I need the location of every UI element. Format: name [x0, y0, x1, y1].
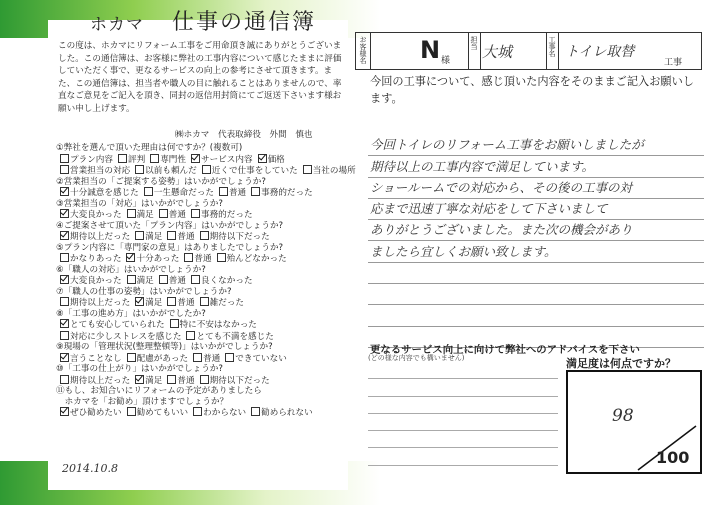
option-label: 普通 [203, 353, 221, 364]
option-item[interactable] [60, 209, 122, 221]
option-item[interactable] [118, 154, 145, 166]
option-item[interactable] [200, 375, 270, 387]
option-label: 以前も頼んだ [145, 166, 197, 176]
option-label: 普通 [177, 375, 195, 386]
question-label: ②営業担当の「ご提案する姿勢」はいかがでしょうか? [56, 176, 266, 187]
option-item[interactable] [60, 253, 121, 265]
comment-line [368, 263, 704, 284]
option-label: 営業担当の対応 [70, 166, 131, 176]
kouji-name: トイレ取替 [565, 44, 635, 60]
option-item[interactable] [159, 275, 186, 287]
signature-line: ㈱ホカマ 代表取締役 外間 慎也 [175, 130, 313, 140]
handwritten-comment: ショールームでの対応から、その後の工事の対 [370, 179, 633, 195]
option-item[interactable] [60, 353, 122, 365]
option-item[interactable] [60, 231, 130, 243]
checked-checkbox[interactable] [258, 154, 267, 163]
option-label: 十分誠意を感じた [70, 188, 139, 198]
comment-prompt: 今回の工事について、感じ頂いた内容をそのままご記入お願いします。 [370, 75, 694, 105]
checked-checkbox[interactable] [191, 154, 200, 163]
option-label: 勧めてもいい [136, 408, 189, 418]
option-item[interactable] [144, 187, 214, 199]
option-label: 普通 [177, 298, 195, 308]
kouji-label: 工事名 [548, 36, 556, 57]
option-item[interactable] [191, 275, 253, 287]
option-item[interactable] [60, 375, 130, 387]
comment-line [368, 199, 704, 220]
option-label: 期待以上だった [70, 375, 131, 386]
option-row [60, 209, 356, 221]
customer-name-label: お客様名 [359, 36, 367, 64]
option-label: 特に不安はなかった [179, 320, 257, 330]
checkbox[interactable] [251, 187, 260, 196]
checkbox[interactable] [193, 353, 202, 362]
checkbox[interactable] [135, 231, 144, 240]
option-label: 事務的だった [200, 210, 253, 220]
checkbox[interactable] [219, 187, 228, 196]
comment-line [368, 220, 704, 241]
checkbox[interactable] [60, 297, 69, 306]
option-row [60, 275, 356, 287]
tanto-label: 担当 [470, 36, 478, 50]
option-item[interactable] [200, 231, 270, 243]
option-item[interactable] [60, 407, 122, 419]
option-item[interactable] [159, 209, 186, 221]
option-label: 期待以上だった [70, 232, 131, 242]
checkbox[interactable] [170, 319, 179, 328]
option-row [60, 154, 356, 166]
option-label: できていない [235, 353, 287, 364]
option-item[interactable] [200, 297, 244, 309]
checked-checkbox[interactable] [60, 319, 69, 328]
advice-line [368, 414, 558, 431]
option-label: サービス内容 [200, 154, 253, 165]
question-label: ⑧「工事の進め方」はいかがでしたか? [56, 308, 206, 319]
option-label: 雑だった [209, 298, 244, 308]
intro-text: この度は、ホカマにリフォーム工事をご用命頂き誠にありがとうございました。この通信簿は、お客様に弊社の工事内容について感じたままに評価していただく事で、更なるサービスの向上の参考にさせて頂きます。また、この通信簿は、担当者や職人の目に触れることはありませんので、率直なご意見をご記入を頂き、同封の返信用封筒にてご返送下さいます様お願い申し上げます。 [58, 41, 342, 114]
question-label: ③営業担当の「対応」はいかがでしょうか? [56, 198, 223, 209]
checkbox[interactable] [217, 253, 226, 262]
option-item[interactable] [167, 375, 194, 387]
option-row [60, 297, 356, 309]
brand-name: ホカマ [90, 15, 144, 35]
page-title: 仕事の通信簿 [172, 10, 317, 35]
option-label: かなりあった [70, 254, 122, 264]
option-item[interactable] [60, 319, 165, 331]
handwritten-comment: 期待以上の工事内容で満足しています。 [370, 158, 595, 174]
option-label: とても安心していられた [70, 320, 165, 330]
question-label: ①弊社を選んで頂いた理由は何ですか？(複数可) [56, 143, 243, 153]
satisfaction-max: 100 [656, 448, 690, 467]
option-item[interactable] [127, 353, 188, 365]
checkbox[interactable] [159, 275, 168, 284]
option-item[interactable] [135, 297, 162, 309]
option-label: 当社の場所 [312, 166, 356, 176]
comment-line [368, 135, 704, 156]
handwritten-date: 2014.10.8 [62, 462, 118, 475]
handwritten-comment: ましたら宜しくお願い致します。 [370, 243, 557, 259]
option-label: 普通 [177, 232, 195, 242]
checkbox[interactable] [200, 375, 209, 384]
checked-checkbox[interactable] [60, 407, 69, 416]
checkbox[interactable] [60, 375, 69, 384]
question-label: ⑩「工事の仕上がり」はいかがでしょうか? [56, 364, 223, 374]
option-label: 普通 [168, 276, 186, 286]
option-item[interactable] [184, 253, 211, 265]
checkbox[interactable] [167, 375, 176, 384]
option-item[interactable] [193, 353, 220, 365]
checkbox[interactable] [184, 253, 193, 262]
option-item[interactable] [193, 407, 246, 419]
advice-title: 更なるサービス向上に向けて弊社へのアドバイスを下さい [370, 344, 640, 356]
advice-lines [368, 362, 558, 466]
option-label: 良くなかった [200, 276, 253, 286]
option-label: 満足 [136, 276, 154, 286]
question-sublabel: ホカマを「お勧め」頂けますでしょうか？ [56, 396, 229, 407]
option-label: 近くで仕事をしていた [211, 166, 298, 176]
advice-note: (どの様な内容でも構いません) [368, 354, 465, 362]
satisfaction-score: 98 [612, 406, 634, 426]
checkbox[interactable] [127, 209, 136, 218]
question-label: ⑨現場の「管理状況(整理整頓等)」はいかがでしょうか? [56, 342, 273, 352]
checked-checkbox[interactable] [135, 297, 144, 306]
handwritten-comment: 応まで迅速丁寧な対応をして下さいまして [370, 201, 608, 217]
checked-checkbox[interactable] [60, 353, 69, 362]
option-label: 配慮があった [136, 353, 189, 364]
option-item[interactable] [135, 165, 197, 177]
option-item[interactable] [251, 407, 313, 419]
tanto-name: 大城 [482, 43, 513, 61]
checkbox[interactable] [159, 209, 168, 218]
option-item[interactable] [135, 231, 162, 243]
checkbox[interactable] [60, 165, 69, 174]
option-label: 満足 [145, 298, 163, 308]
option-label: 専門性 [160, 154, 186, 165]
option-label: わからない [203, 408, 247, 418]
checkbox[interactable] [118, 154, 127, 163]
option-item[interactable] [60, 187, 139, 199]
option-item[interactable] [60, 165, 130, 177]
checkbox[interactable] [144, 187, 153, 196]
checkbox[interactable] [127, 353, 136, 362]
customer-honorific: 様 [441, 56, 451, 66]
option-label: 事務的だった [261, 188, 313, 198]
option-item[interactable] [60, 275, 122, 287]
option-item[interactable] [127, 209, 154, 221]
checkbox[interactable] [167, 297, 176, 306]
handwritten-comment: ありがとうございました。また次の機会があり [370, 222, 633, 238]
option-label: とても不満を感じた [196, 331, 274, 342]
option-row [60, 319, 356, 331]
advice-line [368, 397, 558, 414]
checkbox[interactable] [251, 407, 260, 416]
checkbox[interactable] [186, 331, 195, 340]
option-row [60, 375, 356, 387]
option-row [60, 187, 356, 199]
comment-line [368, 178, 704, 199]
checkbox[interactable] [150, 154, 159, 163]
customer-name: N [420, 36, 441, 64]
option-row [60, 253, 356, 265]
option-label: 価格 [267, 154, 285, 165]
option-label: 殆んどなかった [226, 254, 287, 264]
checkbox[interactable] [167, 231, 176, 240]
question-label: ⑤プラン内容に「専門家の意見」はありましたでしょうか? [56, 242, 284, 253]
checkbox[interactable] [135, 165, 144, 174]
advice-line [368, 448, 558, 465]
checkbox[interactable] [127, 407, 136, 416]
option-row [60, 231, 356, 243]
checkbox[interactable] [200, 231, 209, 240]
option-item[interactable] [251, 187, 313, 199]
option-item[interactable] [170, 319, 257, 331]
option-label: プラン内容 [70, 154, 113, 165]
checked-checkbox[interactable] [60, 209, 69, 218]
option-item[interactable] [202, 165, 298, 177]
checkbox[interactable] [200, 297, 209, 306]
checked-checkbox[interactable] [135, 375, 144, 384]
questionnaire [56, 143, 356, 419]
satisfaction-label: 満足度は何点ですか？ [566, 357, 676, 370]
option-label: 大変良かった [70, 276, 122, 286]
option-label: 普通 [194, 254, 212, 264]
option-item[interactable] [126, 253, 179, 265]
checked-checkbox[interactable] [60, 187, 69, 196]
question-label: ⑦「職人の仕事の姿勢」はいかがでしょうか? [56, 286, 232, 297]
comment-line [368, 156, 704, 177]
customer-info-table [355, 32, 702, 70]
option-label: 普通 [168, 210, 186, 220]
option-item[interactable] [191, 209, 253, 221]
question-label: ⑪もし、お知合いにリフォームの予定がありましたら [56, 386, 262, 396]
option-item[interactable] [167, 297, 194, 309]
checkbox[interactable] [60, 331, 69, 340]
advice-line [368, 431, 558, 448]
option-item[interactable] [135, 375, 162, 387]
checkbox[interactable] [127, 275, 136, 284]
option-item[interactable] [60, 331, 181, 343]
question-label: ④ご提案させて頂いた「プラン内容」はいかがでしょうか? [56, 220, 284, 231]
option-item[interactable] [127, 407, 189, 419]
option-label: 満足 [145, 375, 163, 386]
option-item[interactable] [191, 154, 253, 166]
advice-line [368, 379, 558, 396]
option-item[interactable] [186, 331, 273, 343]
comment-area [368, 135, 704, 348]
option-item[interactable] [258, 154, 285, 166]
handwritten-comment: 今回トイレのリフォーム工事をお願いしましたが [370, 137, 644, 153]
option-item[interactable] [303, 165, 356, 177]
option-label: 評判 [127, 154, 146, 165]
option-item[interactable] [150, 154, 186, 166]
checkbox[interactable] [193, 407, 202, 416]
option-label: 普通 [228, 188, 247, 198]
checked-checkbox[interactable] [126, 253, 135, 262]
option-label: 満足 [136, 210, 154, 220]
option-row [60, 407, 356, 419]
option-label: 言うことなし [70, 353, 122, 364]
option-row [60, 331, 356, 343]
checked-checkbox[interactable] [60, 231, 69, 240]
checkbox[interactable] [191, 275, 200, 284]
option-label: 満足 [145, 232, 163, 242]
option-item[interactable] [60, 154, 113, 166]
option-item[interactable] [127, 275, 154, 287]
option-item[interactable] [167, 231, 194, 243]
question-label: ⑥「職人の対応」はいかがでしょうか? [56, 264, 206, 275]
comment-line [368, 305, 704, 326]
checkbox[interactable] [60, 253, 69, 262]
kouji-suffix: 工事 [664, 58, 683, 68]
checkbox[interactable] [303, 165, 312, 174]
option-row [60, 353, 356, 365]
checkbox[interactable] [191, 209, 200, 218]
checkbox[interactable] [60, 154, 69, 163]
option-label: 期待以上だった [70, 298, 131, 308]
option-label: 期待以下だった [209, 232, 270, 242]
comment-line [368, 284, 704, 305]
comment-line [368, 241, 704, 262]
advice-line [368, 362, 558, 379]
option-item[interactable] [217, 253, 287, 265]
option-label: 対応に少しストレスを感じた [70, 331, 182, 342]
option-item[interactable] [60, 297, 130, 309]
option-label: ぜひ勧めたい [70, 408, 122, 418]
option-label: 大変良かった [70, 210, 122, 220]
option-label: 十分あった [136, 254, 180, 264]
option-item[interactable] [225, 353, 287, 365]
checked-checkbox[interactable] [60, 275, 69, 284]
option-label: 一生懸命だった [153, 188, 214, 198]
checkbox[interactable] [202, 165, 211, 174]
option-row [60, 165, 356, 177]
option-item[interactable] [219, 187, 246, 199]
option-label: 期待以下だった [209, 375, 270, 386]
checkbox[interactable] [225, 353, 234, 362]
option-label: 勧められない [261, 408, 313, 418]
